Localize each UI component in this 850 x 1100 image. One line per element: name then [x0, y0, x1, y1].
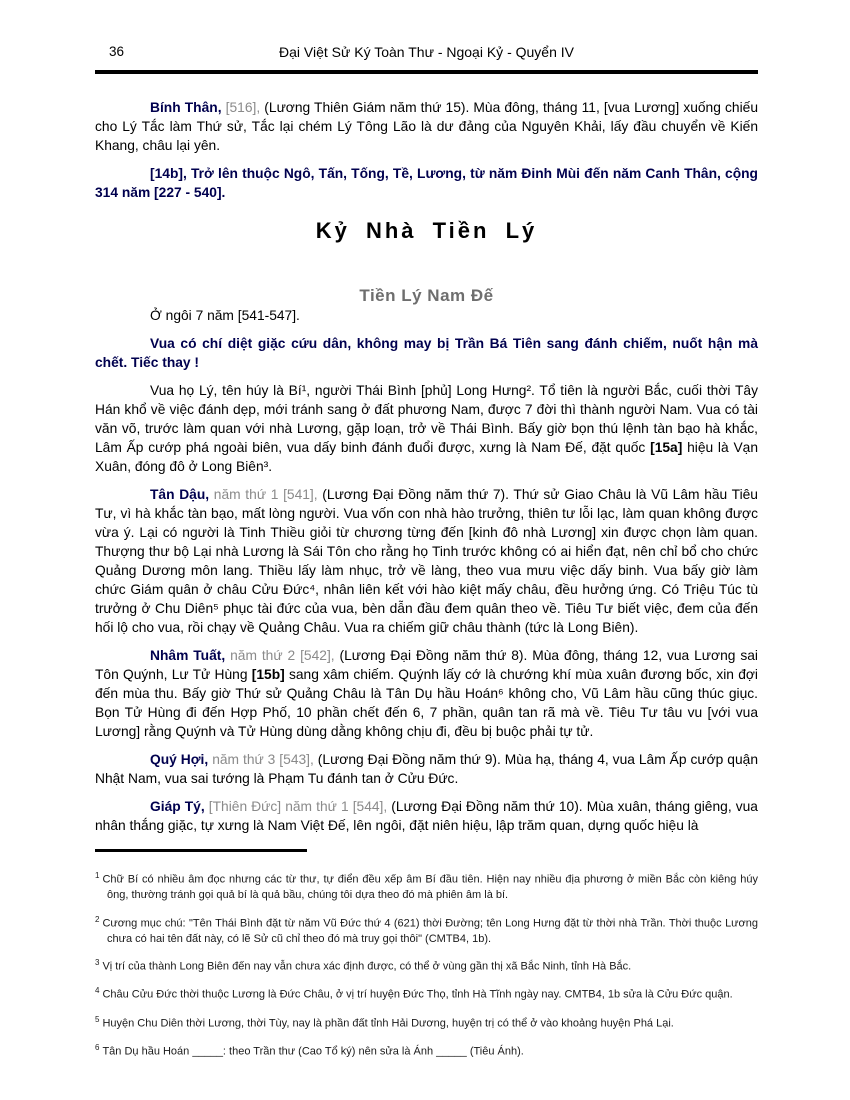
paragraph-text: (Lương Đại Đồng năm thứ 9). Mùa hạ, tháng 4, vua Lâm Ấp cướp quận Nhật Nam, vua sai tướng là Phạm Tu đánh tan ở Cửu Đức. — [95, 752, 758, 786]
paragraph-text: (Lương Thiên Giám năm thứ 15). Mùa đông, tháng 11, [vua Lương] xuống chiếu cho Lý Tắc làm Thứ sử, Tắc lại chém Lý Tông Lão là dư đảng của Nguyên Khải, lấy đầu chuyển về Kiến Khang, châu lại yên. — [95, 100, 758, 153]
footnote-text: Huyện Chu Diên thời Lương, thời Tùy, nay là phần đất tỉnh Hải Dương, huyện trị có thể ở vào khoảng huyện Phá Lại. — [102, 1017, 674, 1030]
paragraph-text: (Lương Đại Đồng năm thứ 10). Mùa xuân, tháng giêng, vua nhân thắng giặc, tự xưng là Nam Việt Đế, lên ngôi, đặt niên hiệu, lập trăm quan, dựng quốc hiệu là — [95, 799, 758, 833]
year-ref-binh-than: [516], — [221, 100, 265, 115]
paragraph-reign: Ở ngôi 7 năm [541-547]. — [150, 308, 300, 323]
page-number: 36 — [109, 44, 125, 59]
footnote — [95, 868, 758, 904]
year-ref-nham-tuat: năm thứ 2 [542], — [225, 648, 340, 663]
paragraph-nham-tuat — [95, 646, 758, 741]
header-rule — [95, 70, 758, 74]
paragraph-text: Vua họ Lý, tên húy là Bí¹, người Thái Bình [phủ] Long Hưng². Tổ tiên là người Bắc, cuối thời Tây Hán khổ về việc đánh dẹp, mới tránh sang ở đất phương Nam, được 7 đời thì thành người Nam. Vua có tài văn võ, trước làm quan với nhà Lương, gặp loạn, trở về Thái Bình. Bấy giờ bọn thú lệnh tàn bạo hà khắc, Lâm Ấp cướp phá ngoài biên, vua dấy binh đánh đuổi được, xưng là Nam Đế, đặt quốc — [95, 383, 758, 455]
folio-marker-15a: [15a] — [650, 440, 683, 455]
paragraph-giap-ty — [95, 797, 758, 835]
footnote-separator — [95, 849, 307, 852]
paragraph-binh-than — [95, 98, 758, 155]
subsection-title: Tiền Lý Nam Đế — [359, 286, 494, 305]
footnote-number: 3 — [95, 958, 100, 968]
paragraph-biography — [95, 381, 758, 476]
footnote-text: Vị trí của thành Long Biên đến nay vẫn chưa xác định được, có thể ở vùng gần thị xã Bắc Ninh, tỉnh Hà Bắc. — [102, 960, 632, 973]
era-label-nham-tuat: Nhâm Tuất, — [150, 648, 226, 663]
footnote — [95, 955, 758, 975]
paragraph-text: hiệu là Vạn Xuân, đóng đô ở Long Biên³. — [95, 440, 758, 474]
paragraph-summary-14b: [14b], Trở lên thuộc Ngô, Tấn, Tống, Tề, Lương, từ năm Đinh Mùi đến năm Canh Thân, cộng 314 năm [227 - 540]. — [95, 166, 758, 200]
paragraph-text: sang xâm chiếm. Quýnh lấy cớ là chướng khí mùa xuân đương bốc, xin đợi đến mùa thu. Bấy giờ Thứ sử Quảng Châu là Tân Dụ hầu Hoán⁶ không cho, Vũ Lâm hầu cũng thúc giục. Bọn Tử Hùng đi đến Hợp Phố, 10 phần chết đến 6, 7 phần, quân tan rã mà về. Tiêu Tư tâu vu [với vua Lương] rằng Quýnh và Tử Hùng dùng dằng không chịu đi, đều bị buộc phải tự tử. — [95, 667, 758, 739]
year-ref-quy-hoi: năm thứ 3 [543], — [208, 752, 318, 767]
footnote-number: 1 — [95, 871, 100, 880]
paragraph-tan-dau — [95, 485, 758, 637]
footnote-text: Tân Dụ hầu Hoán _____: theo Trần thư (Cao Tổ ký) nên sửa là Ánh _____ (Tiêu Ánh). — [102, 1045, 524, 1058]
paragraph-text: (Lương Đại Đồng năm thứ 7). Thứ sử Giao Châu là Vũ Lâm hầu Tiêu Tư, vì hà khắc tàn bạo, mất lòng người. Vua vốn con nhà hào trưởng, thiên tư lỗi lạc, làm quan không được vừa ý. Lại có người là Tinh Thiều giỏi từ chương từng đến [kinh đô nhà Lương] xin được chọn làm quan. Thượng thư bộ Lại nhà Lương là Sái Tôn cho rằng họ Tinh trước không có ai hiển đạt, nên chỉ bổ cho chức Quảng Dương môn lang. Thiều lấy làm nhục, trở về làng, theo vua mưu việc dấy binh. Vua bấy giờ làm chức Giám quân ở châu Cửu Đức⁴, nhân liên kết với hào kiệt mấy châu, đều hưởng ứng. Có Triệu Túc tù trưởng ở Chu Diên⁵ phục tài đức của vua, bèn dẫn đầu đem quân theo về. Tiêu Tư biết việc, đem của đến hối lộ cho vua, rồi chạy về Quảng Châu. Vua ra chiếm giữ châu thành (tức là Long Biên). — [95, 487, 758, 635]
footnote — [95, 983, 758, 1003]
era-label-giap-ty: Giáp Tý, — [150, 799, 205, 814]
footnote — [95, 1012, 758, 1032]
footnote-number: 4 — [95, 986, 100, 996]
page-header — [95, 42, 758, 64]
header-title: Đại Việt Sử Ký Toàn Thư - Ngoại Kỷ - Quyển IV — [279, 44, 574, 60]
paragraph-quy-hoi — [95, 750, 758, 788]
footnote-text: Chữ Bí có nhiều âm đọc nhưng các từ thư, tự điển đều xếp âm Bí đầu tiên. Hiện nay nhiều địa phương ở miền Bắc còn kiêng húy ông, thường tránh gọi quả bí là quả bầu, chúng tôi dựa theo đó mà phiên âm là bí. — [102, 873, 758, 902]
footnote — [95, 912, 758, 948]
paragraph-eulogy: Vua có chí diệt giặc cứu dân, không may bị Trần Bá Tiên sang đánh chiếm, nuốt hận mà chết. Tiếc thay ! — [95, 336, 758, 370]
year-ref-tan-dau: năm thứ 1 [541], — [209, 487, 323, 502]
footnote-number: 5 — [95, 1014, 100, 1024]
paragraph-text: (Lương Đại Đồng năm thứ 8). Mùa đông, tháng 12, vua Lương sai Tôn Quýnh, Lư Tử Hùng — [95, 648, 758, 682]
footnote-text: Cương mục chú: "Tên Thái Bình đặt từ năm Vũ Đức thứ 4 (621) thời Đường; tên Long Hưng đặt từ thời nhà Trần. Thời thuộc Lương chưa có hai tên đất này, có lẽ Sử cũ chỉ theo đó mà truy gọi thôi" (CMTB4, 1b). — [102, 917, 758, 945]
folio-marker-15b: [15b] — [251, 667, 285, 682]
footnote-text: Châu Cửu Đức thời thuộc Lương là Đức Châu, ở vị trí huyện Đức Thọ, tỉnh Hà Tĩnh ngày nay. CMTB4, 1b sửa là Cửu Đức quận. — [102, 989, 733, 1002]
footnote-number: 6 — [95, 1042, 100, 1052]
year-ref-giap-ty: [Thiên Đức] năm thứ 1 [544], — [204, 799, 392, 814]
footnote — [95, 1040, 758, 1060]
footnote-number: 2 — [95, 914, 100, 924]
era-label-binh-than: Bính Thân, — [150, 100, 222, 115]
era-label-quy-hoi: Quý Hợi, — [150, 752, 209, 767]
era-label-tan-dau: Tân Dậu, — [150, 487, 210, 502]
section-title: Kỷ Nhà Tiền Lý — [315, 218, 538, 243]
